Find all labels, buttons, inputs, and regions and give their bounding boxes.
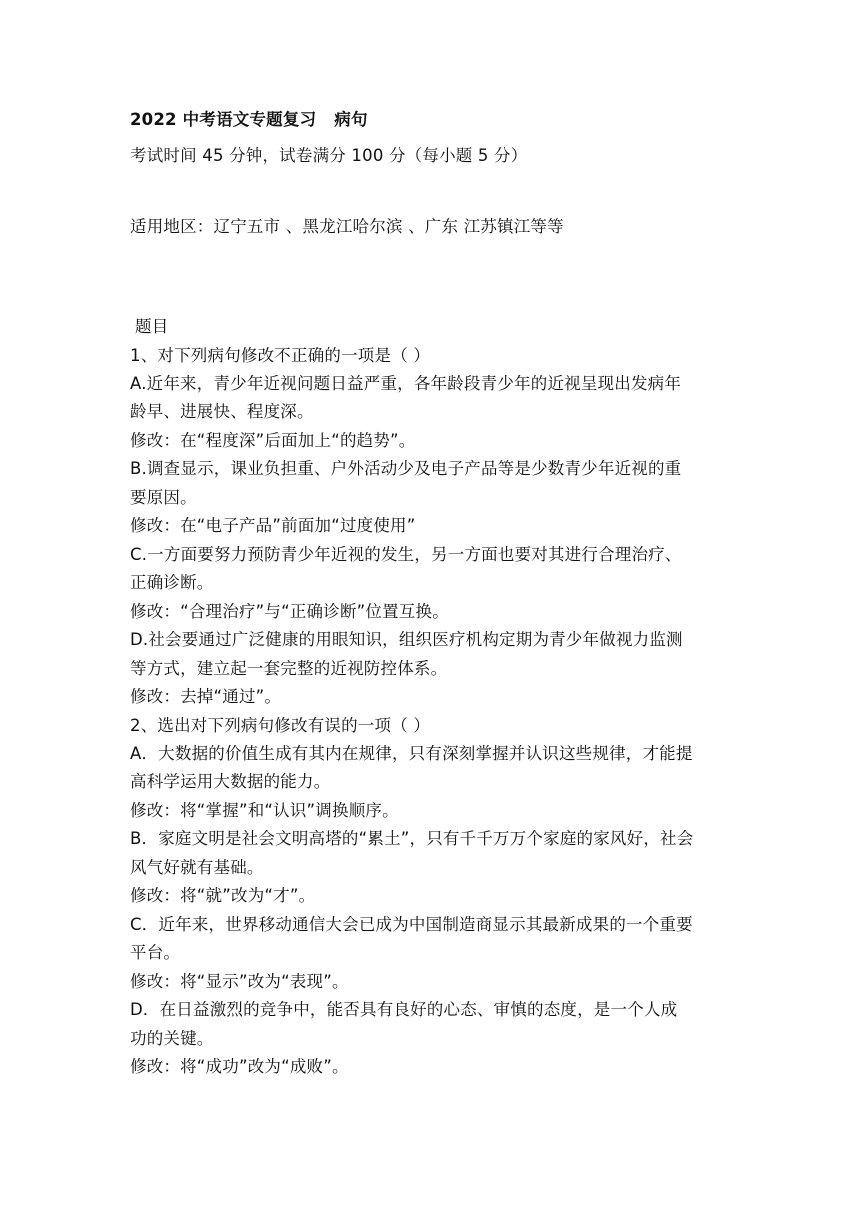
question-1-option-a-line-1: A.近年来，青少年近视问题日益严重，各年龄段青少年的近视呈现出发病年 (130, 374, 682, 393)
question-2-option-a-fix: 修改：将“掌握”和“认识”调换顺序。 (130, 801, 399, 820)
question-2-option-b-fix: 修改：将“就”改为“才”。 (130, 886, 316, 905)
question-1-option-b-fix: 修改：在“电子产品”前面加“过度使用” (130, 516, 416, 535)
question-1-option-c-line-1: C.一方面要努力预防青少年近视的发生，另一方面也要对其进行合理治疗、 (130, 545, 682, 564)
question-2-option-d-line-2: 功的关键。 (130, 1029, 214, 1048)
question-2-option-d-line-1: D．在日益激烈的竞争中，能否具有良好的心态、审慎的态度，是一个人成 (130, 1000, 678, 1019)
question-1-option-a-line-2: 龄早、进展快、程度深。 (130, 402, 314, 421)
question-1-option-b-line-1: B.调查显示，课业负担重、户外活动少及电子产品等是少数青少年近视的重 (130, 459, 682, 478)
question-1-option-b-line-2: 要原因。 (130, 488, 197, 507)
question-2-option-a-line-1: A．大数据的价值生成有其内在规律，只有深刻掌握并认识这些规律，才能提 (130, 744, 693, 763)
question-2-stem: 2、选出对下列病句修改有误的一项（ ） (130, 716, 431, 735)
question-2-option-a-line-2: 高科学运用大数据的能力。 (130, 772, 331, 791)
question-2-option-c-line-1: C．近年来，世界移动通信大会已成为中国制造商显示其最新成果的一个重要 (130, 915, 693, 934)
question-1-option-a-fix: 修改：在“程度深”后面加上“的趋势”。 (130, 431, 416, 450)
question-2-option-d-fix: 修改：将“成功”改为“成败”。 (130, 1057, 349, 1076)
title-main: 2022 中考语文专题复习 (130, 110, 317, 129)
question-1-option-d-line-1: D.社会要通过广泛健康的用眼知识，组织医疗机构定期为青少年做视力监测 (130, 630, 683, 649)
applicable-regions: 适用地区：辽宁五市 、黑龙江哈尔滨 、广东 江苏镇江等等 (130, 217, 564, 236)
question-1-stem: 1、对下列病句修改不正确的一项是（ ） (130, 346, 431, 365)
question-2-option-c-fix: 修改：将“显示”改为“表现”。 (130, 972, 349, 991)
question-1-option-d-fix: 修改：去掉“通过”。 (130, 687, 282, 706)
question-1-option-d-line-2: 等方式，建立起一套完整的近视防控体系。 (130, 659, 448, 678)
question-2-option-b-line-1: B．家庭文明是社会文明高塔的“累土”，只有千千万万个家庭的家风好，社会 (130, 829, 694, 848)
question-2-option-b-line-2: 风气好就有基础。 (130, 858, 264, 877)
question-2-option-c-line-2: 平台。 (130, 943, 181, 962)
document-title (130, 110, 368, 130)
exam-info: 考试时间 45 分钟，试卷满分 100 分（每小题 5 分） (130, 146, 528, 165)
title-sub: 病句 (334, 110, 368, 129)
question-1-option-c-line-2: 正确诊断。 (130, 573, 214, 592)
section-label: 题目 (135, 317, 169, 336)
question-1-option-c-fix: 修改：“合理治疗”与“正确诊断”位置互换。 (130, 602, 449, 621)
